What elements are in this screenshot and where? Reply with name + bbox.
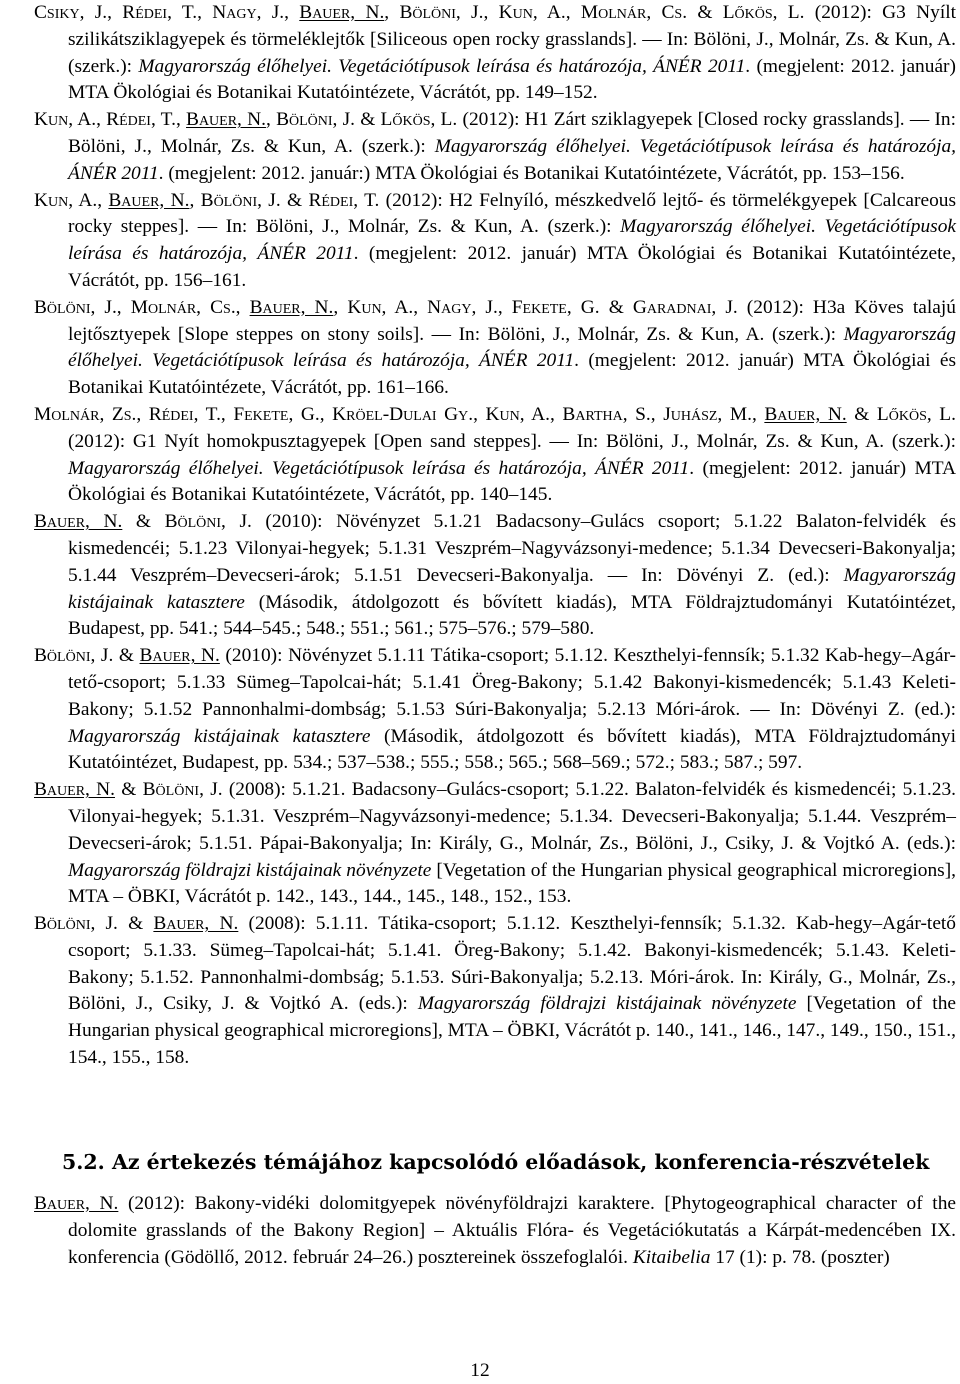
reference-text: . (megjelent: 2012. január) MTA Ökológiai és Botanikai Kutatóintézete, Vácrátót, pp. 149–152. bbox=[68, 55, 956, 104]
reference-text: [Vegetation of the Hungarian physical geographical microregions], MTA – ÖBKI, Vácrátót p. 142., 143., 144., 145., 148., 152., 153. bbox=[68, 859, 956, 908]
reference-text: . (megjelent: 2012. január:) MTA Ökológiai és Botanikai Kutatóintézete, Vácrátót, pp. 153–156. bbox=[158, 162, 905, 184]
author-name: Kröel-Dulai Gy. bbox=[332, 403, 474, 425]
author-separator: , bbox=[751, 403, 765, 425]
author-name: Molnár, Cs. bbox=[580, 2, 688, 23]
author-separator: , bbox=[235, 296, 250, 318]
author-name: Kun, A. bbox=[34, 109, 97, 131]
reference-title-italic: Magyarország kistájainak katasztere bbox=[68, 725, 371, 747]
author-separator: , bbox=[497, 296, 512, 318]
author-name: Kun, A. bbox=[347, 296, 414, 318]
author-name: Nagy, J. bbox=[212, 2, 285, 23]
reference-title-italic: Magyarország élőhelyei. Vegetációtípusok leírása és határozója, ÁNÉR 2011 bbox=[68, 135, 957, 184]
author-separator: , bbox=[96, 109, 107, 131]
reference-entry bbox=[34, 509, 956, 643]
page-number: 12 bbox=[470, 1360, 490, 1381]
author-separator: , bbox=[220, 403, 234, 425]
reference-text: (2010): Növényzet 5.1.21 Badacsony–Gulács csoport; 5.1.22 Balaton-felvidék és kismedencéi; 5.1.23 Vilonyai-hegyek; 5.1.31 Veszprém–Nagyvázsonyi-medence; 5.1.34 Devecseri-Bakonyalja; 5.1.44 Veszprém–Devecseri-árok; 5.1.51 Devecseri-Bakonyalja. ― In: Dövényi Z. (ed.): bbox=[68, 511, 957, 586]
author-name: Kun, A. bbox=[34, 189, 98, 211]
author-separator: , bbox=[413, 296, 428, 318]
reference-text: . (megjelent: 2012. január) MTA Ökológiai és Botanikai Kutatóintézete, Vácrátót, pp. 140–145. bbox=[68, 457, 956, 506]
reference-text: (2010): Növényzet 5.1.11 Tátika-csoport; 5.1.12. Keszthelyi-fennsík; 5.1.32 Kab-hegy–Agár-tető-csoport; 5.1.33 Sümeg–Tapolcai-hát; 5.1.41 Öreg-Bakony; 5.1.42 Bakonyi-kismedencék; 5.1.43 Keleti-Bakony; 5.1.52 Pannonhalmi-dombság; 5.1.53 Súri-Bakonyalja; 5.2.13 Móri-árok. ― In: Dövényi Z. (ed.): bbox=[68, 645, 956, 720]
author-name: Bartha, S. bbox=[562, 403, 651, 425]
reference-title-italic: Magyarország kistájainak katasztere bbox=[68, 564, 956, 613]
author-name: Lőkös, L. bbox=[380, 109, 458, 131]
author-separator: & bbox=[846, 403, 877, 425]
reference-entry bbox=[34, 911, 956, 1072]
reference-entry bbox=[34, 777, 956, 911]
author-name: Bölöni, J. bbox=[34, 913, 118, 935]
author-name: Bölöni, J. bbox=[164, 511, 252, 533]
author-name: Bölöni, J. bbox=[142, 779, 223, 801]
reference-text: (Második, átdolgozott és bővített kiadás), MTA Földrajztudományi Kutatóintézet, Budapest, pp. 534.; 537–538.; 555.; 558.; 565.; 568–569.; 572.; 583.; 587.; 597. bbox=[68, 725, 956, 774]
author-name: Fekete, G. bbox=[233, 403, 320, 425]
author-name: Kun, A. bbox=[485, 403, 550, 425]
author-separator: , bbox=[473, 403, 486, 425]
author-name: Lőkös, L. bbox=[876, 403, 956, 425]
author-separator: & bbox=[355, 109, 381, 131]
author-separator: & bbox=[280, 189, 309, 211]
reference-text: (2012): G3 Nyílt szilikátsziklagyepek és törmeléklejtők [Siliceous open rocky grasslands]. ― In: Bölöni, J., Molnár, Zs. & Kun, A. (szerk.): bbox=[68, 2, 956, 77]
author-name: Csiky, J. bbox=[34, 2, 108, 23]
reference-entry bbox=[34, 0, 956, 107]
reference-entry bbox=[34, 402, 956, 509]
author-name: Nagy, J. bbox=[427, 296, 498, 318]
author-name: Rédei, T. bbox=[308, 189, 380, 211]
author-name: Bölöni, J. bbox=[34, 645, 114, 667]
author-name: Bölöni, J. bbox=[276, 109, 355, 131]
reference-title-italic: Magyarország élőhelyei. Vegetációtípusok leírása és határozója, ÁNÉR 2011 bbox=[68, 216, 956, 265]
author-separator: , bbox=[284, 2, 300, 23]
author-name: Bauer, N. bbox=[153, 913, 239, 935]
author-name: Bölöni, J. bbox=[399, 2, 484, 23]
reference-list bbox=[34, 0, 956, 1072]
author-separator: , bbox=[97, 189, 109, 211]
author-name: Bauer, N. bbox=[34, 1193, 119, 1214]
author-name: Fekete, G. bbox=[511, 296, 600, 318]
reference-text: (2008): 5.1.21. Badacsony–Gulács-csoport; 5.1.22. Balaton-felvidék és kismedencéi; 5.1.23. Vilonyai-hegyek; 5.1.31. Veszprém–Nagyvázsonyi-medence; 5.1.34. Devecseri-Bakonyalja; 5.1.44. Veszprém–Devecseri-árok; 5.1.51. Pápai-Bakonyalja; In: Király, G., Molnár, Zs., Bölöni, J., Csiky, J. & Vojtkó A. (eds.): bbox=[68, 779, 957, 854]
reference-text: (2012): H3a Köves talajú lejtősztyepek [Slope steppes on stony soils]. ― In: Bölöni, J., Molnár, Zs. & Kun, A. (szerk.): bbox=[68, 296, 956, 345]
reference-text: . (megjelent: 2012. január) MTA Ökológiai és Botanikai Kutatóintézete, Vácrátót, pp. 156–161. bbox=[68, 243, 956, 291]
author-separator: , bbox=[107, 2, 123, 23]
reference-text: (Második, átdolgozott és bővített kiadás), MTA Földrajztudományi Kutatóintézet, Budapest, pp. 541.; 544–545.; 548.; 551.; 561.; 575–576.; 579–580. bbox=[68, 591, 956, 640]
author-separator: , bbox=[319, 403, 333, 425]
author-name: Rédei, T. bbox=[122, 2, 198, 23]
reference-entry bbox=[34, 295, 956, 402]
author-separator: , bbox=[333, 296, 348, 318]
reference-text: (2012): H1 Zárt sziklagyepek [Closed rocky grasslands]. ― In: Bölöni, J., Molnár, Zs. & Kun, A. (szerk.): bbox=[68, 109, 957, 157]
author-name: Bauer, N. bbox=[249, 296, 334, 318]
author-separator: , bbox=[549, 403, 563, 425]
author-name: Bauer, N. bbox=[34, 511, 123, 533]
conference-reference-list bbox=[34, 1191, 956, 1271]
author-separator: & bbox=[687, 2, 723, 23]
author-name: Bauer, N. bbox=[186, 109, 266, 131]
author-name: Juhász, M. bbox=[663, 403, 752, 425]
reference-title-italic: Magyarország földrajzi kistájainak növényzete bbox=[417, 993, 797, 1015]
author-separator: , bbox=[197, 2, 213, 23]
author-separator: , bbox=[136, 403, 149, 425]
author-separator: , bbox=[175, 109, 187, 131]
reference-text: (2012): G1 Nyít homokpusztagyepek [Open sand steppes]. ― In: Bölöni, J., Molnár, Zs. & Kun, A. (szerk.): bbox=[68, 430, 956, 452]
author-separator: , bbox=[265, 109, 277, 131]
reference-text: (2008): 5.1.11. Tátika-csoport; 5.1.12. Keszthelyi-fennsík; 5.1.32. Kab-hegy–Agár-tető csoport; 5.1.33. Sümeg–Tapolcai-hát; 5.1.41. Öreg-Bakony; 5.1.42. Bakonyi-kismedencék; 5.1.43. Keleti-Bakony; 5.1.52. Pannonhalmi-dombság; 5.1.53. Súri-Bakonyalja; 5.2.13. Móri-árok. In: Király, G., Molnár, Zs., Bölöni, J., Csiky, J. & Vojtkó A. (eds.): bbox=[68, 913, 957, 1015]
author-name: Kun, A. bbox=[498, 2, 566, 23]
reference-title-italic: Magyarország élőhelyei. Vegetációtípusok leírása és határozója, ÁNÉR 2011 bbox=[138, 55, 746, 77]
author-name: Bauer, N. bbox=[34, 779, 115, 801]
reference-text: (2012): Bakony-vidéki dolomitgyepek növényföldrajzi karaktere. [Phytogeographical character of the dolomite grasslands of the Bakony Region] – Aktuális Flóra- és Vegetációkutatás a Kárpát-medencében IX. konferencia (Gödöllő, 2012. február 24–26.) posztereinek összefoglalói. bbox=[68, 1193, 956, 1268]
author-name: Molnár, Cs. bbox=[130, 296, 236, 318]
author-name: Lőkös, L. bbox=[722, 2, 805, 23]
author-separator: , bbox=[650, 403, 664, 425]
author-name: Rédei, T. bbox=[148, 403, 221, 425]
author-separator: , bbox=[116, 296, 131, 318]
author-separator: , bbox=[565, 2, 581, 23]
author-name: Garadnai, J. bbox=[632, 296, 738, 318]
reference-text: (2012): H2 Felnyíló, mészkedvelő lejtő- és törmelékgyepek [Calcareous rocky steppes]. ― In: Bölöni, J., Molnár, Zs. & Kun, A. (szerk.): bbox=[68, 189, 957, 238]
author-name: Rédei, T. bbox=[106, 109, 176, 131]
author-name: Bauer, N. bbox=[764, 403, 847, 425]
author-name: Bölöni, J. bbox=[34, 296, 117, 318]
author-separator: & bbox=[122, 511, 165, 533]
reference-entry bbox=[34, 1191, 956, 1271]
author-name: Bauer, N. bbox=[299, 2, 385, 23]
reference-text: 17 (1): p. 78. (poszter) bbox=[710, 1246, 890, 1268]
section-heading: 5.2. Az értekezés témájához kapcsolódó előadások, konferencia-részvételek bbox=[62, 1150, 930, 1174]
reference-entry bbox=[34, 188, 956, 295]
author-name: Bauer, N. bbox=[108, 189, 190, 211]
author-separator: , bbox=[189, 189, 201, 211]
author-separator: & bbox=[113, 645, 140, 667]
author-separator: & bbox=[115, 779, 143, 801]
author-name: Bauer, N. bbox=[139, 645, 220, 667]
author-separator: , bbox=[384, 2, 400, 23]
reference-title-italic: Magyarország élőhelyei. Vegetációtípusok leírása és határozója, ÁNÉR 2011 bbox=[68, 457, 690, 479]
reference-entry bbox=[34, 643, 956, 777]
reference-text: [Vegetation of the Hungarian physical geographical microregions], MTA – ÖBKI, Vácrátót p. 140., 141., 146., 147., 149., 150., 151., 154., 155., 158. bbox=[68, 993, 956, 1069]
reference-title-italic: Magyarország élőhelyei. Vegetációtípusok leírása és határozója, ÁNÉR 2011 bbox=[68, 323, 956, 372]
author-name: Bölöni, J. bbox=[200, 189, 281, 211]
reference-title-italic: Magyarország földrajzi kistájainak növényzete bbox=[68, 859, 432, 881]
author-separator: , bbox=[483, 2, 499, 23]
author-separator: & bbox=[117, 913, 154, 935]
reference-entry bbox=[34, 107, 956, 187]
reference-title-italic: Kitaibelia bbox=[632, 1246, 711, 1268]
reference-text: . (megjelent: 2012. január) MTA Ökológiai és Botanikai Kutatóintézete, Vácrátót, pp. 161–166. bbox=[68, 350, 956, 399]
author-separator: & bbox=[599, 296, 633, 318]
author-name: Molnár, Zs. bbox=[34, 403, 137, 425]
